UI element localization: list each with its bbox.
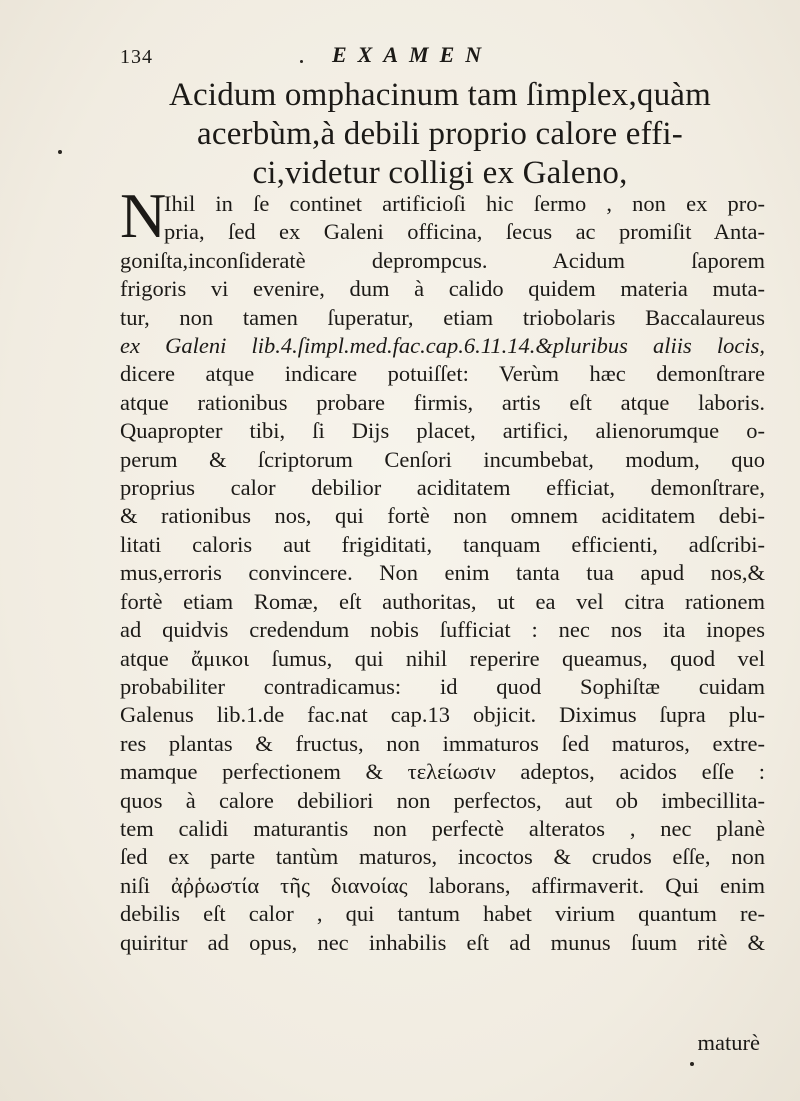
text-line: Galenus lib.1.de fac.nat cap.13 objicit. Diximus ſupra plu- <box>120 702 765 728</box>
text-line: niſi ἀῤῥωστία τῆς διανοίας laborans, affirmaverit. Qui enim <box>120 872 765 898</box>
text-line: mamque perfectionem & τελείωσιν adeptos, acidos eſſe : <box>120 759 765 785</box>
text-line: atque ἄμικοι ſumus, qui nihil reperire queamus, quod vel <box>120 645 765 671</box>
ink-speck <box>690 1062 694 1066</box>
text-line: perum & ſcriptorum Cenſori incumbebat, modum, quo <box>120 446 765 472</box>
text-line: Ihil in ſe continet artificioſi hic ſermo , non ex pro- <box>164 191 765 216</box>
text-line: res plantas & fructus, non immaturos ſed maturos, extre- <box>120 730 765 756</box>
text-line: ſed ex parte tantùm maturos, incoctos & crudos eſſe, non <box>120 844 765 870</box>
text-line: frigoris vi evenire, dum à calido quidem materia muta- <box>120 276 765 302</box>
text-line: tem calidi maturantis non perfectè alteratos , nec planè <box>120 815 765 841</box>
text-line: litati caloris aut frigiditati, tanquam efficienti, adſcribi- <box>120 531 765 557</box>
text-line: quos à calore debiliori non perfectos, aut ob imbecillita- <box>120 787 765 813</box>
text-line: dicere atque indicare potuiſſet: Verùm hæc demonſtrare <box>120 361 765 387</box>
text-line: goniſta,inconſideratè deprompcus. Acidum ſaporem <box>120 247 765 273</box>
catchword: maturè <box>697 1030 760 1055</box>
text-line: tur, non tamen ſuperatur, etiam triobolaris Baccalaureus <box>120 304 765 330</box>
body-text <box>120 190 765 957</box>
heading-line: acerbùm,à debili proprio calore effi- <box>197 116 683 152</box>
text-line: Quapropter tibi, ſi Dijs placet, artifici, alienorumque o- <box>120 418 765 444</box>
text-line: quiritur ad opus, nec inhabilis eſt ad munus ſuum ritè & <box>120 929 765 955</box>
text-line: ad quidvis credendum nobis ſufficiat : nec nos ita inopes <box>120 617 765 643</box>
text-line: fortè etiam Romæ, eſt authoritas, ut ea vel citra rationem <box>120 588 765 614</box>
ink-speck <box>300 60 303 63</box>
text-line: atque rationibus probare firmis, artis eſt atque laboris. <box>120 389 765 415</box>
page-number: 134 <box>120 46 153 68</box>
ink-speck <box>58 150 62 154</box>
text-line: ex Galeni lib.4.ſimpl.med.fac.cap.6.11.14.&pluribus aliis locis, <box>120 333 765 359</box>
text-line: probabiliter contradicamus: id quod Sophiſtæ cuidam <box>120 673 765 699</box>
text-line: debilis eſt calor , qui tantum habet virium quantum re- <box>120 901 765 927</box>
heading-line: Acidum omphacinum tam ſimplex,quàm <box>168 77 712 113</box>
section-heading <box>140 76 740 193</box>
text-line: proprius calor debilior aciditatem efficiat, demonſtrare, <box>120 475 765 501</box>
text-line: mus,erroris convincere. Non enim tanta tua apud nos,& <box>120 560 765 586</box>
running-head <box>120 42 760 76</box>
text-line: & rationibus nos, qui fortè non omnem aciditatem debi- <box>120 503 765 529</box>
drop-cap: N <box>120 180 167 251</box>
heading-line: ci,videtur colligi ex Galeno, <box>252 155 628 191</box>
running-title: EXAMEN <box>332 42 493 67</box>
text-line: pria, ſed ex Galeni officina, ſecus ac promiſit Anta- <box>164 219 765 245</box>
